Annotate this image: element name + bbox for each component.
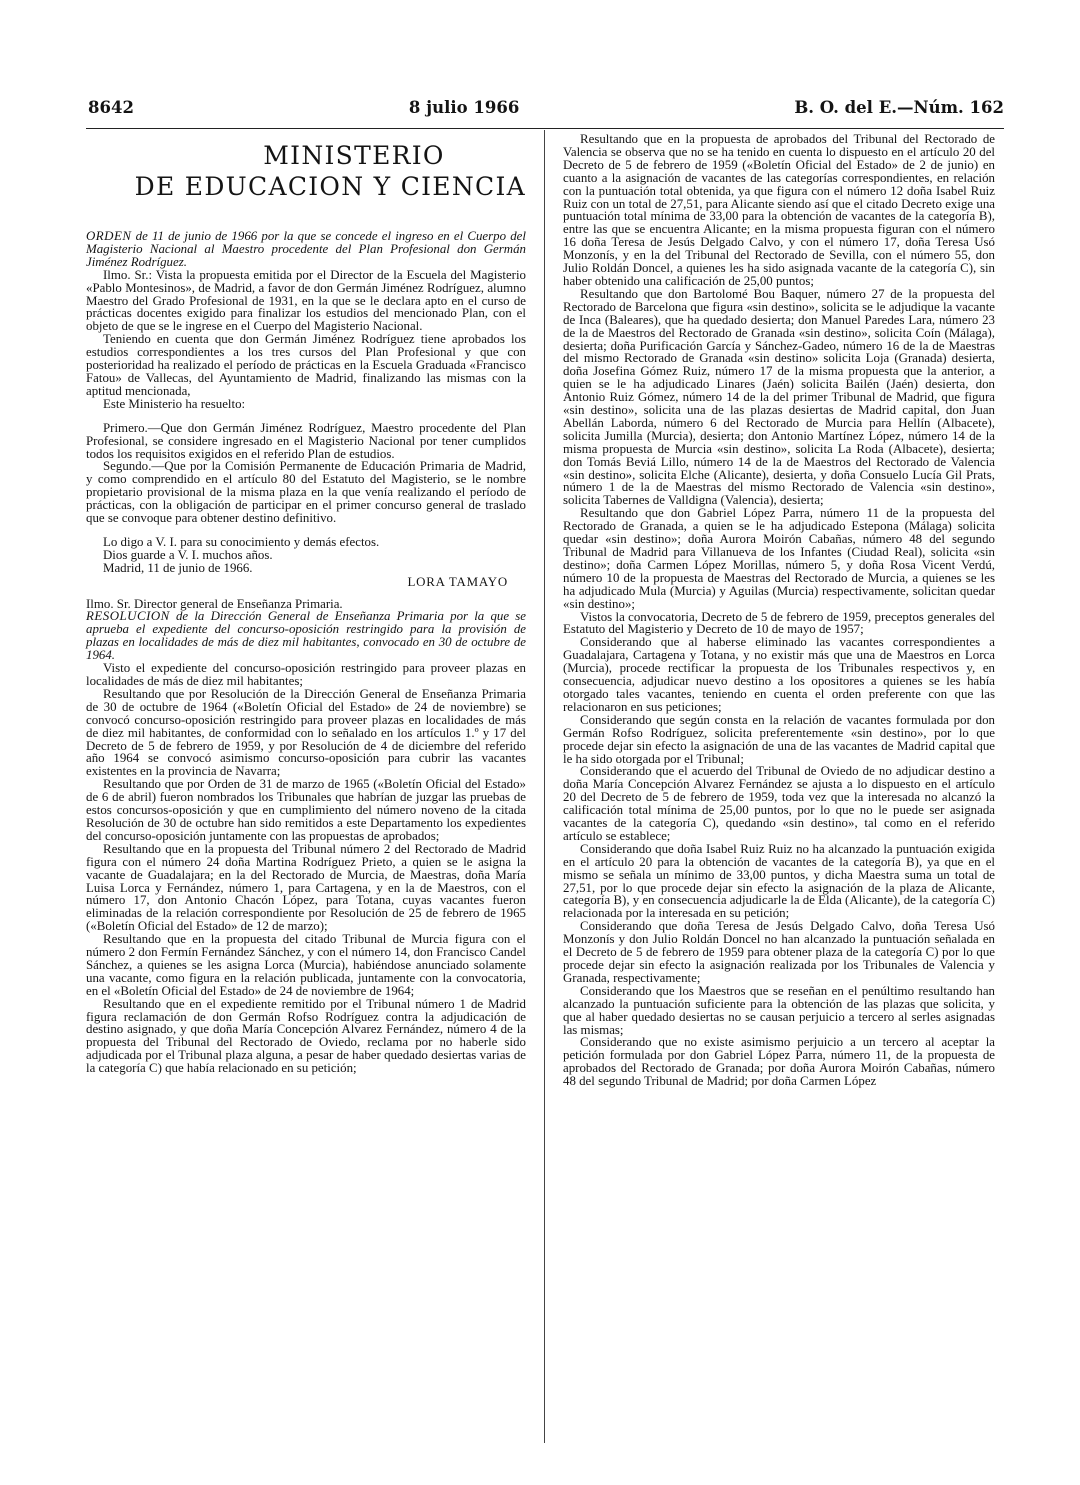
orden-paragraph: Ilmo. Sr.: Vista la propuesta emitida por el Director de la Escuela del Magisterio «Pablo Montesinos», de Madrid, a favor de don Germán Jiménez Rodríguez, alumno Maestro del Grado Profesional de 1931, en la que se le declara apto en el curso de prácticas docentes exigido para finalizar los estudios del mencionado Plan, con el objeto de que se le ingrese en el Cuerpo del Magisterio Nacional. <box>86 267 526 334</box>
resolucion-paragraph: Resultando que en la propuesta del Tribunal número 2 del Rectorado de Madrid figura con el número 24 doña Martina Rodríguez Prieto, a quien se le asigna la vacante de Guadalajara; en la del Rectorado de Murcia, de Maestras, doña María Luisa Lorca y Fernández, número 1, para Cartagena, y en la de Maestros, con el número 17, don Antonio Chacón López, para Totana, cuyas vacantes fueron eliminadas de la relación correspondiente por Resolución de 25 de febrero de 1965 («Boletín Oficial del Estado» de 12 de marzo); <box>86 841 526 934</box>
right-column <box>563 133 995 1088</box>
resolucion-paragraph: Considerando que el acuerdo del Tribunal de Oviedo de no adjudicar destino a doña María Concepción Alvarez Fernández se ajusta a lo dispuesto en el artículo 20 del Decreto de 5 de febrero de 1959, toda vez que la interesada no alcanzó la calificación total mínima de 25,00 puntos, por lo que no le puede ser asignada vacantes de la categoría C), quedando «sin destino», tal como en el referido artículo se establece; <box>563 764 995 843</box>
addressee: Ilmo. Sr. Director general de Enseñanza Primaria. <box>86 596 343 611</box>
publication-id: B. O. del E.—Núm. 162 <box>794 97 1004 117</box>
ministry-line2: DE EDUCACION Y CIENCIA <box>134 172 526 201</box>
resolucion-paragraph: Resultando que en el expediente remitido por el Tribunal número 1 de Madrid figura reclamación de don Germán Rofso Rodríguez contra la adjudicación de destino asignado, y que doña María Concepción Alvarez Fernández, número 4 de la propuesta del Tribunal del Rectorado de Oviedo, reclama por no haberle sido adjudicada por el Tribunal plaza alguna, a pesar de haber quedado desiertas varias de la categoría C) que había relacionado en su petición; <box>86 996 526 1076</box>
resolucion-paragraph: Resultando que en la propuesta del citado Tribunal de Murcia figura con el número 2 don Fermín Fernández Sánchez, y con el número 14, don Francisco Candel Sánchez, a quienes se les asigna Lorca (Murcia), habiéndose anunciado solamente una vacante, como figura en la relación publicada, juntamente con la convocatoria, en el «Boletín Oficial del Estado» de 24 de noviembre de 1964; <box>86 932 526 998</box>
ministry-heading <box>86 140 526 202</box>
resolucion-paragraph: Resultando que por Resolución de la Dirección General de Enseñanza Primaria de 30 de octubre de 1964 («Boletín Oficial del Estado» de 24 de noviembre) se convocó concurso-oposición restringido para proveer plazas en localidades de más de diez mil habitantes, de conformidad con lo señalado en los artículos 1.º y 17 del Decreto de 5 de febrero de 1959, y por Resolución de 4 de diciembre del referido año 1964 se convocó asimismo concurso-oposición para cubrir las vacantes existentes en la provincia de Navarra; <box>86 686 526 779</box>
orden-paragraph: Teniendo en cuenta que don Germán Jiménez Rodríguez tiene aprobados los estudios correspondientes a los tres cursos del Plan Profesional y que con posterioridad ha realizado el período de prácticas en la Escuela Graduada «Francisco Fatou» de Vallecas, del Ayuntamiento de Madrid, finalizando las mismas con la aptitud mencionada, <box>86 332 526 398</box>
resolucion-paragraph: Considerando que no existe asimismo perjuicio a un tercero al aceptar la petición formulada por don Gabriel López Parra, número 11, de la propuesta de aprobados del Rectorado de Granada; por doña Aurora Moirón Cabañas, número 48 del segundo Tribunal de Madrid; por doña Carmen López <box>563 1035 995 1089</box>
resolucion-paragraph: Resultando que por Orden de 31 de marzo de 1965 («Boletín Oficial del Estado» de 6 de abril) fueron nombrados los Tribunales que habrían de juzgar las pruebas de estos concursos-oposición y que en cumplimiento del número noveno de la citada Resolución de 30 de octubre han sido remitidos a este Departamento los expedientes del concurso-oposición juntamente con las propuestas de aprobados; <box>86 777 526 843</box>
page-number: 8642 <box>88 97 134 117</box>
resolucion-paragraph: Resultando que don Gabriel López Parra, número 11 de la propuesta del Rectorado de Granada, a quien se le ha adjudicado Estepona (Málaga) solicita quedar «sin destino»; doña Aurora Moirón Cabañas, número 48 del segundo Tribunal de Madrid para Villanueva de los Infantes (Ciudad Real), solicita «sin destino»; doña Carmen López Morillas, número 5, y doña Rosa Vicent Verdú, número 10 de la propuesta de Maestras del Rectorado de Murcia, a quienes se les ha adjudicado Mula (Murcia) y Aguilas (Murcia) respectivamente, solicitan quedar «sin destino»; <box>563 506 995 611</box>
resolucion-paragraph: Resultando que en la propuesta de aprobados del Tribunal del Rectorado de Valencia se observa que no se ha tenido en cuenta lo dispuesto en el artículo 20 del Decreto de 5 de febrero de 1959 («Boletín Oficial del Estado» de 2 de junio) en cuanto a la asignación de vacantes de las categorías correspondientes, en relación con la puntuación total obtenida, ya que figura con el número 12 doña Isabel Ruiz Ruiz con un total de 27,51, para Alicante siendo así que el citado Decreto exige una puntuación total mínima de 33,00 para la obtención de vacantes de la categoría B), entre las que se encuentra Alicante; en la misma propuesta figuran con el número 16 doña Teresa de Jesús Delgado Calvo, y con el número 17, doña Teresa Usó Monzonís, y en la del Tribunal del Rectorado de Sevilla, con el número 55, don Julio Roldán Doncel, a quienes les ha sido asignada vacante de la categoría C), sin haber obtenido una calificación de 25,00 puntos; <box>563 132 995 288</box>
orden-closing <box>86 536 526 575</box>
orden-keyword: ORDEN <box>86 229 132 243</box>
orden-resolution-2: Segundo.—Que por la Comisión Permanente de Educación Primaria de Madrid, y como comprendido en el artículo 80 del Estatuto del Magisterio, se le nombre propietario provisional de la misma plaza en la que venía realizando el período de prácticas, con la obligación de participar en el primer concurso general de traslado que se convoque para obtener destino definitivo. <box>86 459 526 526</box>
resolucion-paragraph: Considerando que los Maestros que se reseñan en el penúltimo resultando han alcanzado la puntuación suficiente para la obtención de las plazas que solicita, y que al haber quedado desiertas no se causan perjuicio a tercero al serles asignadas las mismas; <box>563 983 995 1037</box>
issue-date: 8 julio 1966 <box>408 97 520 117</box>
signature: LORA TAMAYO <box>407 574 508 589</box>
page-header <box>88 92 1004 122</box>
orden-body <box>86 269 526 611</box>
orden-summary <box>86 230 526 269</box>
column-divider <box>544 130 545 1443</box>
resolucion-keyword: RESOLUCION <box>86 609 170 624</box>
closing-line: Dios guarde a V. I. muchos años. <box>103 547 273 562</box>
resolucion-paragraph: Considerando que doña Isabel Ruiz Ruiz no ha alcanzado la puntuación exigida en el artículo 20 para la obtención de vacantes de la categoría B), ya que en el mismo se señala un mínimo de 33,00 puntos, y dicha Maestra suma un total de 27,51, por lo que procede dejar sin efecto la asignación de la plaza de Alicante, categoría B), y en consecuencia adjudicarle la de Elda (Alicante), de la categoría C) relacionada por la interesada en su petición; <box>563 841 995 921</box>
resolucion-paragraph: Resultando que don Bartolomé Bou Baquer, número 27 de la propuesta del Rectorado de Barcelona que figura «sin destino», solicita se le adjudique la vacante de Inca (Baleares), que ha quedado desierta; don Manuel Paredes Lara, número 23 de la de Maestros del Rectorado de Granada «sin destino», solicita Coín (Málaga), desierta; doña Purificación García y Sánchez-Gadeo, número 16 de la de Maestras del mismo Rectorado de Granada «sin destino» solicita Loja (Granada) desierta, doña Josefina Gómez Ruiz, número 17 de la misma propuesta que la anterior, a quien se le ha adjudicado Linares (Jaén) solicita Bailén (Jaén) desierta, don Antonio Ruiz Gómez, número 14 de la del primer Tribunal de Madrid, que figura «sin destino», solicita una de las plazas desiertas de Madrid capital, don Juan Abellán Laborda, número 6 del Rectorado de Murcia para Hellín (Albacete), solicita Jumilla (Murcia), desierta; don Antonio Martínez López, número 14 de la misma propuesta de Murcia «sin destino», solicita La Roda (Albacete), desierta; don Tomás Beviá Lillo, número 14 de la de Maestros del Rectorado de Valencia «sin destino», solicita Elche (Alicante), desierta, y doña Consuelo Lucía Gil Prats, número 1 de la de Maestras del mismo Rectorado de Valencia «sin destino», solicita Tabernes de Valldigna (Valencia), desierta; <box>563 286 995 508</box>
resolucion-summary <box>86 610 526 662</box>
resolucion-summary-text: de la Dirección General de Enseñanza Primaria por la que se aprueba el expediente del concurso-oposición restringido para la provisión de plazas en localidades de más de diez mil habitantes, convocado en 30 de octubre de 1964. <box>86 609 526 663</box>
closing-line: Madrid, 11 de junio de 1966. <box>103 560 253 575</box>
left-column <box>86 132 526 1075</box>
orden-resolution-1: Primero.—Que don Germán Jiménez Rodríguez, Maestro procedente del Plan Profesional, se considere ingresado en el Magisterio Nacional por tener cumplidos todos los requisitos exigidos en el referido Plan de estudios. <box>86 420 526 461</box>
resolucion-body-left <box>86 662 526 1075</box>
closing-line: Lo digo a V. I. para su conocimiento y demás efectos. <box>103 534 380 549</box>
header-rule <box>86 128 1004 129</box>
ministry-line1: MINISTERIO <box>263 141 445 170</box>
resolucion-paragraph: Vistos la convocatoria, Decreto de 5 de febrero de 1959, preceptos generales del Estatuto del Magisterio y Decreto de 10 de mayo de 1957; <box>563 609 995 637</box>
resolucion-paragraph: Visto el expediente del concurso-oposición restringido para proveer plazas en localidades de más de diez mil habitantes; <box>86 661 526 688</box>
resolucion-paragraph: Considerando que al haberse eliminado las vacantes correspondientes a Guadalajara, Cartagena y Totana, y no existir más que una de Maestros en Lorca (Murcia), procede rectificar la propuesta de los Tribunales respectivos y, en consecuencia, adjudicar nuevo destino a los opositores a quienes se les había otorgado tales vacantes, teniendo en cuenta el orden preferente con que las relacionaron en sus peticiones; <box>563 635 995 714</box>
resolucion-paragraph: Considerando que según consta en la relación de vacantes formulada por don Germán Rofso Rodríguez, solicita preferentemente «sin destino», por lo que procede dejar sin efecto la asignación de una de las vacantes de Madrid capital que le ha sido otorgada por el Tribunal; <box>563 712 995 766</box>
resolucion-paragraph: Considerando que doña Teresa de Jesús Delgado Calvo, doña Teresa Usó Monzonís y don Julio Roldán Doncel no han alcanzado la puntuación señalada en el Decreto de 5 de febrero de 1959 para obtener plaza de la categoría C) por lo que procede dejar sin efecto la asignación realizada por los Tribunales de Valencia y Granada, respectivamente; <box>563 919 995 985</box>
orden-summary-text: de 11 de junio de 1966 por la que se concede el ingreso en el Cuerpo del Magisterio Nacional al Maestro procedente del Plan Profesional don Germán Jiménez Rodríguez. <box>86 229 526 269</box>
orden-paragraph: Este Ministerio ha resuelto: <box>103 396 246 411</box>
